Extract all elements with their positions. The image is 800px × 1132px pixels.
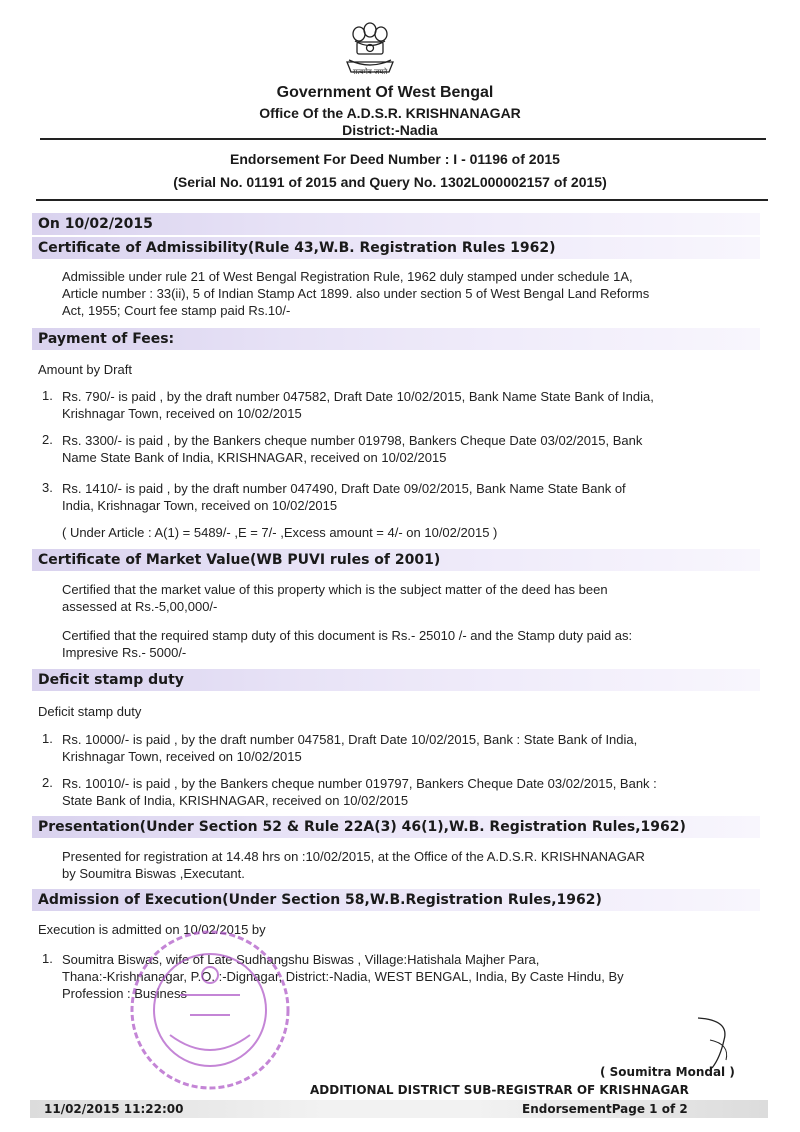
government-title: Government Of West Bengal xyxy=(276,84,494,101)
office-name: Office Of the A.D.S.R. KRISHNANAGAR xyxy=(259,105,521,121)
executant-line: Soumitra Biswas, wife of Late Sudhangshu Biswas , Village:Hatishala Majher Para, xyxy=(62,952,540,967)
market-value-line: Certified that the market value of this property which is the subject matter of the deed has been xyxy=(62,582,608,597)
admissibility-line: Act, 1955; Court fee stamp paid Rs.10/- xyxy=(62,303,291,318)
signature-mark-icon xyxy=(690,1010,750,1070)
fee-article-line: ( Under Article : A(1) = 5489/- ,E = 7/- ,Excess amount = 4/- on 10/02/2015 ) xyxy=(62,525,498,540)
fee-item-line: Rs. 790/- is paid , by the draft number 047582, Draft Date 10/02/2015, Bank Name State Bank of India, xyxy=(62,389,654,404)
deficit-item-line: Rs. 10000/- is paid , by the draft number 047581, Draft Date 10/02/2015, Bank : State Bank of India, xyxy=(62,732,638,747)
fee-item-number: 3. xyxy=(42,480,53,495)
deficit-item-line: Rs. 10010/- is paid , by the Bankers cheque number 019797, Bankers Cheque Date 03/02/2015, Bank : xyxy=(62,776,657,791)
header-divider xyxy=(40,138,766,140)
footer-page-number: EndorsementPage 1 of 2 xyxy=(522,1102,688,1116)
executant-line: Profession : Business xyxy=(62,986,188,1001)
fees-intro: Amount by Draft xyxy=(38,362,132,377)
fee-item-line: Name State Bank of India, KRISHNAGAR, received on 10/02/2015 xyxy=(62,450,447,465)
execution-heading: Admission of Execution(Under Section 58,W.B.Registration Rules,1962) xyxy=(38,892,602,908)
fee-item-line: Rs. 3300/- is paid , by the Bankers cheque number 019798, Bankers Cheque Date 03/02/2015, Bank xyxy=(62,433,643,448)
date-heading: On 10/02/2015 xyxy=(38,216,153,232)
stamp-duty-line: Certified that the required stamp duty of this document is Rs.- 25010 /- and the Stamp duty paid as: xyxy=(62,628,633,643)
office-seal-stamp-icon xyxy=(110,915,310,1095)
presentation-line: Presented for registration at 14.48 hrs on :10/02/2015, at the Office of the A.D.S.R. KRISHNANAGAR xyxy=(62,849,645,864)
fee-item-number: 2. xyxy=(42,432,53,447)
endorsement-number: Endorsement For Deed Number : I - 01196 of 2015 xyxy=(230,151,560,167)
market-value-para xyxy=(62,581,758,615)
fee-item xyxy=(62,480,758,514)
admissibility-line: Admissible under rule 21 of West Bengal Registration Rule, 1962 duly stamped under schedule 1A, xyxy=(62,269,633,284)
presentation-heading: Presentation(Under Section 52 & Rule 22A(3) 46(1),W.B. Registration Rules,1962) xyxy=(38,819,686,835)
emblem-caption: सत्यमेव जयते xyxy=(352,68,388,76)
signatory-name: ( Soumitra Mondal ) xyxy=(600,1065,735,1079)
admissibility-text xyxy=(62,268,758,319)
stamp-duty-line: Impresive Rs.- 5000/- xyxy=(62,645,187,660)
registrar-designation: ADDITIONAL DISTRICT SUB-REGISTRAR OF KRISHNAGAR xyxy=(310,1083,689,1097)
district-name: District:-Nadia xyxy=(342,122,438,138)
footer-datetime: 11/02/2015 11:22:00 xyxy=(44,1102,184,1116)
deficit-item xyxy=(62,775,758,809)
fee-item-number: 1. xyxy=(42,388,53,403)
fees-heading: Payment of Fees: xyxy=(38,331,175,347)
market-value-line: assessed at Rs.-5,00,000/- xyxy=(62,599,218,614)
deficit-item-line: State Bank of India, KRISHNAGAR, received on 10/02/2015 xyxy=(62,793,409,808)
fee-item xyxy=(62,432,758,466)
execution-intro: Execution is admitted on 10/02/2015 by xyxy=(38,922,266,937)
section-divider xyxy=(36,199,768,201)
fee-item-line: Krishnagar Town, received on 10/02/2015 xyxy=(62,406,302,421)
executant-line: Thana:-Krishnanagar, P.O. :-Dignagar, District:-Nadia, WEST BENGAL, India, By Caste Hindu, By xyxy=(62,969,624,984)
deficit-item-number: 1. xyxy=(42,731,53,746)
deficit-item-line: Krishnagar Town, received on 10/02/2015 xyxy=(62,749,302,764)
executant-number: 1. xyxy=(42,951,53,966)
deficit-intro: Deficit stamp duty xyxy=(38,704,142,719)
executant-details xyxy=(62,951,758,1002)
deficit-item-number: 2. xyxy=(42,775,53,790)
market-value-heading: Certificate of Market Value(WB PUVI rules of 2001) xyxy=(38,552,441,568)
stamp-duty-para xyxy=(62,627,758,661)
admissibility-line: Article number : 33(ii), 5 of Indian Stamp Act 1899. also under section 5 of West Bengal Land Reforms xyxy=(62,286,650,301)
admissibility-heading: Certificate of Admissibility(Rule 43,W.B. Registration Rules 1962) xyxy=(38,240,556,256)
fee-item-line: Rs. 1410/- is paid , by the draft number 047490, Draft Date 09/02/2015, Bank Name State Bank of xyxy=(62,481,626,496)
presentation-text xyxy=(62,848,758,882)
serial-query-line: (Serial No. 01191 of 2015 and Query No. 1302L000002157 of 2015) xyxy=(173,174,607,190)
fee-item xyxy=(62,388,758,422)
fee-item-line: India, Krishnagar Town, received on 10/02/2015 xyxy=(62,498,338,513)
presentation-line: by Soumitra Biswas ,Executant. xyxy=(62,866,245,881)
deficit-item xyxy=(62,731,758,765)
deficit-heading: Deficit stamp duty xyxy=(38,672,184,688)
